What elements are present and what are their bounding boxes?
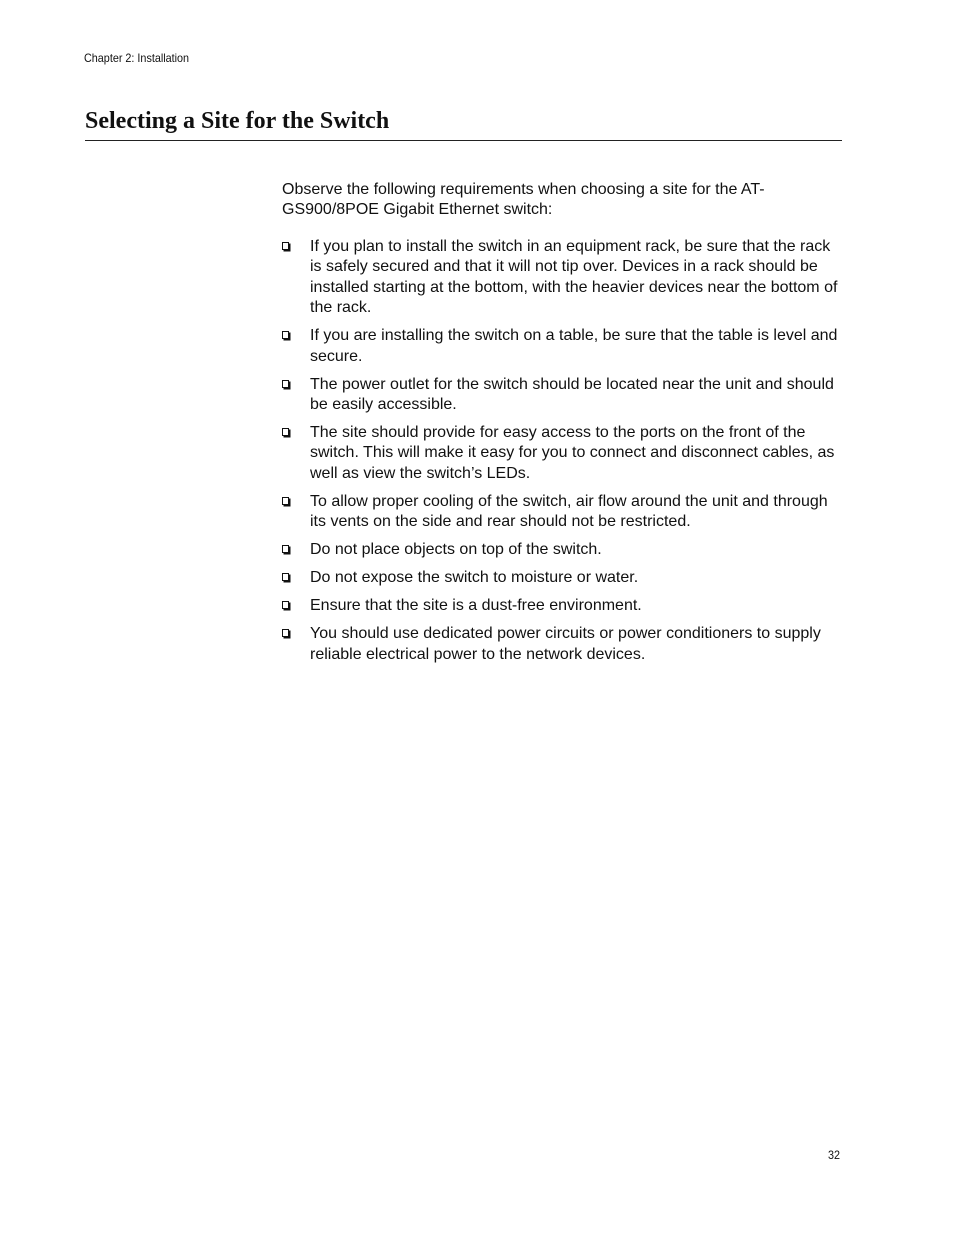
list-item [282, 624, 842, 665]
list-item [282, 237, 842, 319]
list-item-text: Do not expose the switch to moisture or water. [310, 569, 639, 587]
checkbox-square-icon [282, 428, 289, 436]
list-item [282, 375, 842, 416]
list-item-text: Do not place objects on top of the switch. [310, 541, 602, 559]
checkbox-square-icon [282, 497, 289, 505]
checkbox-square-icon [282, 545, 289, 553]
requirements-list [282, 237, 842, 673]
list-item-text: To allow proper cooling of the switch, air flow around the unit and through its vents on the side and rear should not be restricted. [310, 492, 828, 531]
checkbox-square-icon [282, 601, 289, 609]
list-item-text: You should use dedicated power circuits or power conditioners to supply reliable electrical power to the network devices. [310, 625, 821, 663]
list-item-text: The power outlet for the switch should be located near the unit and should be easily accessible. [310, 375, 834, 414]
page-number: 32 [828, 1148, 841, 1162]
list-item [282, 423, 842, 484]
list-item [282, 568, 842, 588]
list-item [282, 492, 842, 533]
checkbox-square-icon [282, 331, 289, 339]
list-item-text: Ensure that the site is a dust-free environment. [310, 597, 642, 615]
heading-divider [85, 140, 842, 141]
checkbox-square-icon [282, 242, 289, 250]
list-item-text: The site should provide for easy access to the ports on the front of the switch. This will make it easy for you to connect and disconnect cables, as well as view the switch’s LEDs. [310, 424, 835, 482]
checkbox-square-icon [282, 629, 289, 637]
checkbox-square-icon [282, 573, 289, 581]
running-header: Chapter 2: Installation [84, 51, 190, 65]
checkbox-square-icon [282, 380, 289, 388]
intro-paragraph: Observe the following requirements when choosing a site for the AT-GS900/8POE Gigabit Ethernet switch: [282, 181, 765, 219]
list-item [282, 326, 842, 367]
list-item [282, 596, 842, 616]
list-item [282, 540, 842, 560]
list-item-text: If you plan to install the switch in an equipment rack, be sure that the rack is safely secured and that it will not tip over. Devices in a rack should be installed starting at the bottom, with the heavier devices near the bottom of the rack. [310, 238, 838, 317]
list-item-text: If you are installing the switch on a table, be sure that the table is level and secure. [310, 327, 838, 365]
section-title: Selecting a Site for the Switch [85, 108, 390, 134]
